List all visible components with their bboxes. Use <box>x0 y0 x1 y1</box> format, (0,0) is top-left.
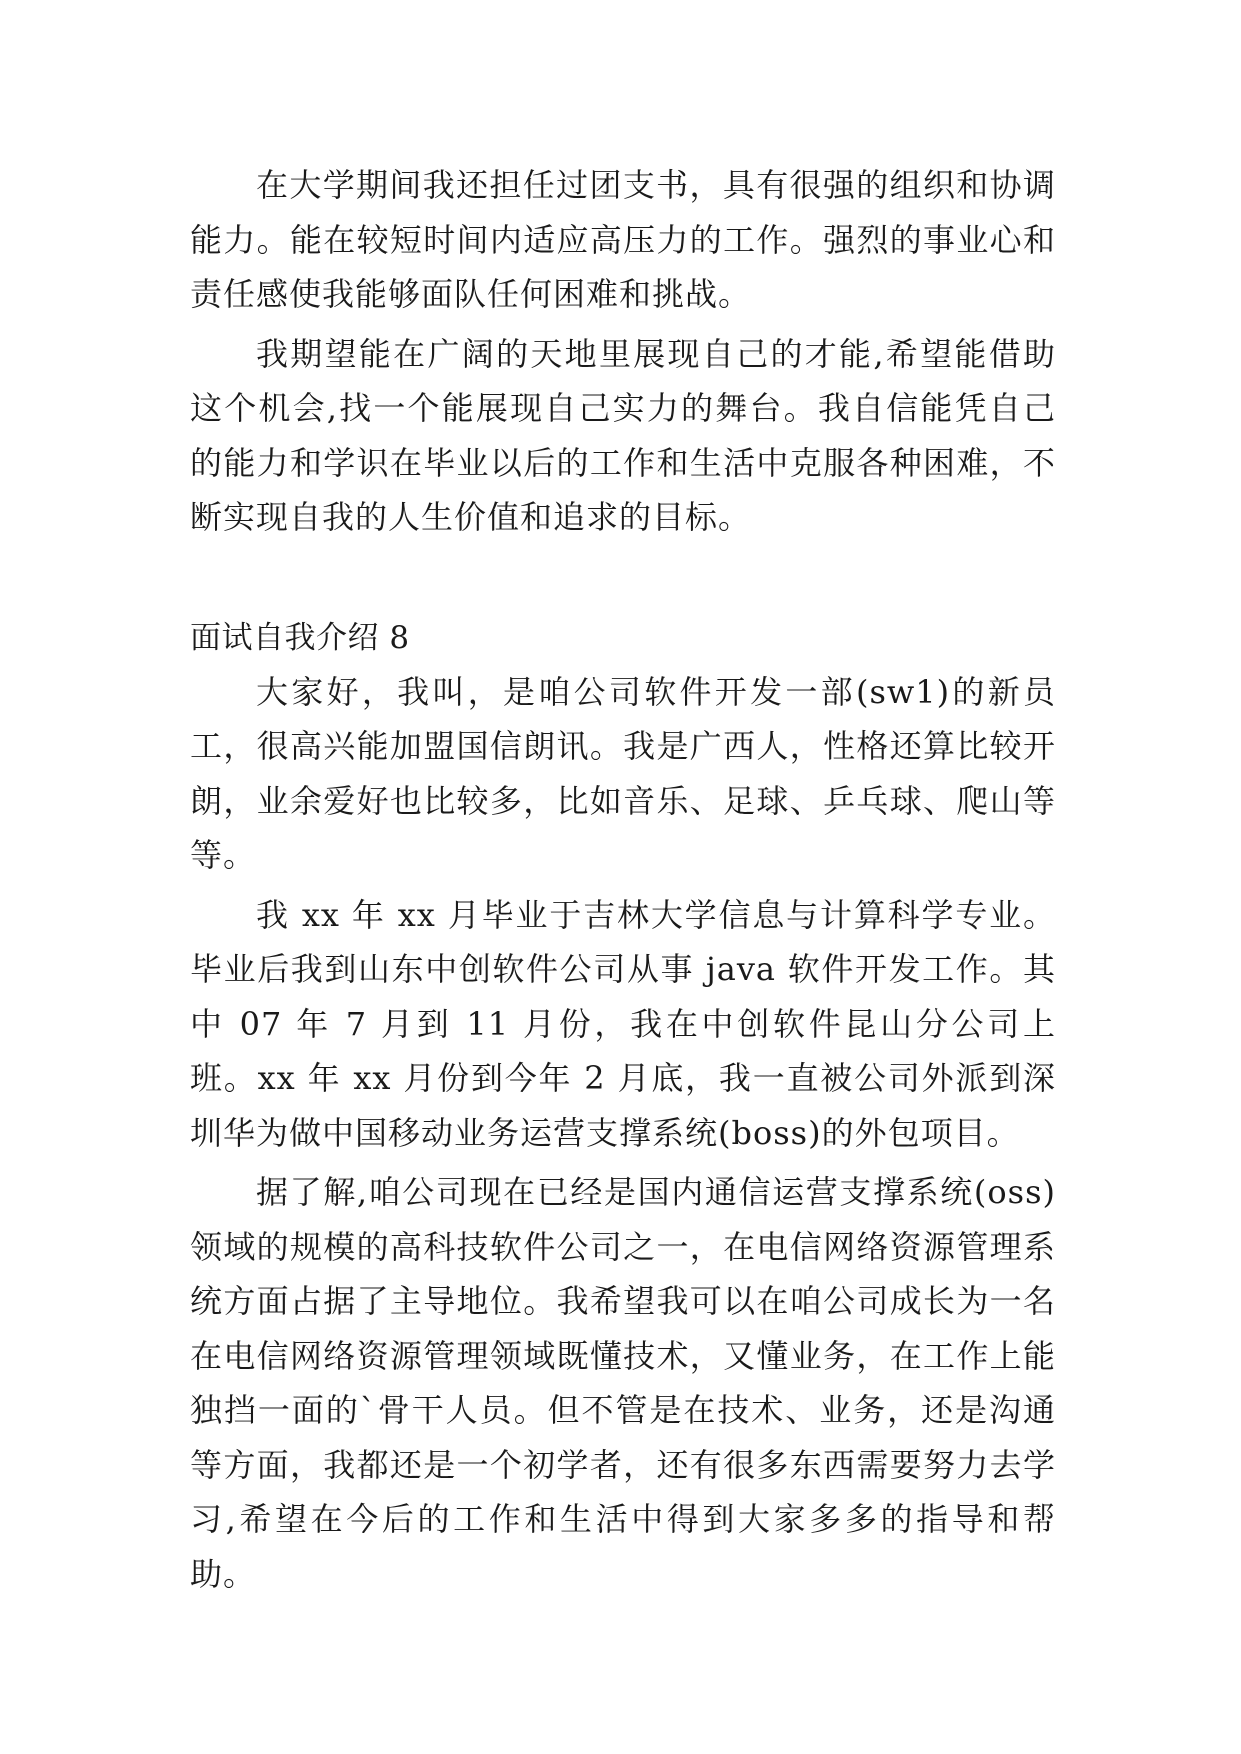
section-heading: 面试自我介绍 8 <box>190 619 410 656</box>
paragraph-greeting: 大家好，我叫，是咱公司软件开发一部(sw1)的新员工，很高兴能加盟国信朗讯。我是广西人，性格还算比较开朗，业余爱好也比较多，比如音乐、足球、乒乓球、爬山等等。 <box>190 672 1056 874</box>
paragraph-experience: 我 xx 年 xx 月毕业于吉林大学信息与计算科学专业。毕业后我到山东中创软件公司从事 java 软件开发工作。其中 07 年 7 月到 11 月份，我在中创软件昆山分公司上班。xx 年 xx 月份到今年 2 月底，我一直被公司外派到深圳华为做中国移动业务运营支撑系统(boss)的外包项目。 <box>190 895 1056 1152</box>
paragraph-leadership: 在大学期间我还担任过团支书，具有很强的组织和协调能力。能在较短时间内适应高压力的工作。强烈的事业心和责任感使我能够面队任何困难和挑战。 <box>190 166 1056 313</box>
section-spacer <box>190 545 1056 611</box>
paragraph-goals: 据了解,咱公司现在已经是国内通信运营支撑系统(oss)领域的规模的高科技软件公司之一，在电信网络资源管理系统方面占据了主导地位。我希望我可以在咱公司成长为一名在电信网络资源管理领域既懂技术，又懂业务，在工作上能独挡一面的`骨干人员。但不管是在技术、业务，还是沟通等方面，我都还是一个初学者，还有很多东西需要努力去学习,希望在今后的工作和生活中得到大家多多的指导和帮助。 <box>190 1173 1056 1593</box>
document-page <box>190 158 1056 1601</box>
paragraph-aspiration: 我期望能在广阔的天地里展现自己的才能,希望能借助这个机会,找一个能展现自己实力的舞台。我自信能凭自己的能力和学识在毕业以后的工作和生活中克服各种困难，不断实现自我的人生价值和追求的目标。 <box>190 334 1056 536</box>
